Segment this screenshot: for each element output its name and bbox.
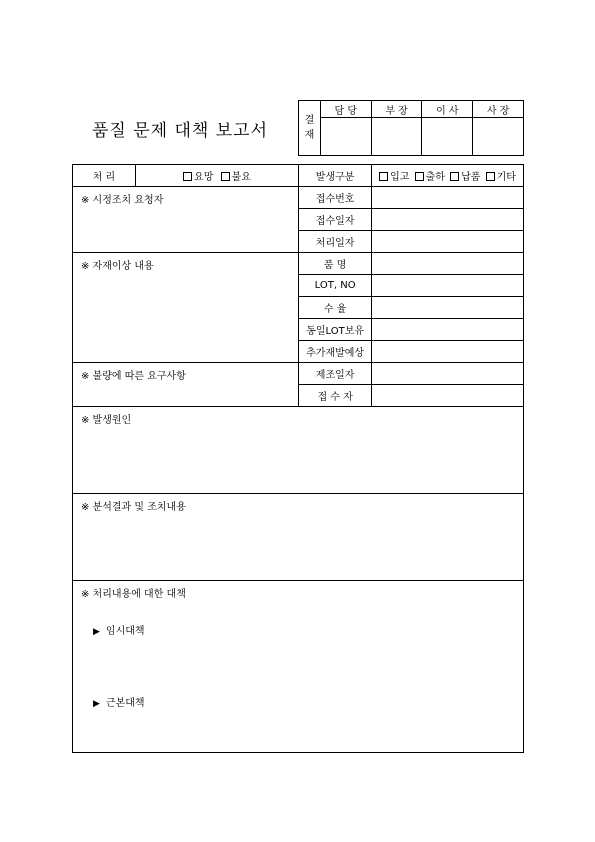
occurrence-delivery-label: 납품	[461, 172, 481, 183]
processing-date-field[interactable]	[372, 231, 524, 253]
approval-role-staff: 담 당	[320, 101, 371, 118]
processing-options	[135, 165, 298, 187]
item-name-label: 품 명	[299, 253, 372, 275]
approval-signature-staff[interactable]	[320, 118, 371, 156]
approval-role-manager: 부 장	[371, 101, 422, 118]
occurrence-options	[372, 165, 524, 187]
correction-requester-section[interactable]	[73, 187, 299, 253]
report-form	[72, 164, 524, 753]
receipt-date-field[interactable]	[372, 209, 524, 231]
temporary-measure-label: 임시대책	[105, 626, 145, 637]
correction-requester-heading: ※ 시정조치 요청자	[81, 195, 164, 206]
item-name-field[interactable]	[372, 253, 524, 275]
approval-label-2: 재	[304, 130, 315, 141]
approval-label-1: 결	[304, 115, 315, 126]
occurrence-shipping-label: 출하	[425, 172, 445, 183]
material-issue-section[interactable]	[73, 253, 299, 363]
occurrence-shipping-checkbox[interactable]	[415, 172, 424, 181]
cause-section[interactable]	[73, 407, 524, 494]
triangle-bullet-icon: ▶	[93, 699, 100, 709]
approval-signature-director[interactable]	[422, 118, 473, 156]
material-issue-heading: ※ 자재이상 내용	[81, 261, 154, 272]
processing-not-required-label: 불요	[231, 172, 251, 183]
manufacture-date-label: 제조일자	[299, 363, 372, 385]
occurrence-receiving-checkbox[interactable]	[379, 172, 388, 181]
receipt-date-label: 접수일자	[299, 209, 372, 231]
countermeasure-heading: ※ 처리내용에 대한 대책	[81, 589, 186, 600]
occurrence-other-checkbox[interactable]	[486, 172, 495, 181]
occurrence-label: 발생구분	[299, 165, 372, 187]
manufacture-date-field[interactable]	[372, 363, 524, 385]
processing-required-checkbox[interactable]	[183, 172, 192, 181]
requirements-heading: ※ 불량에 따른 요구사항	[81, 371, 186, 382]
approval-signature-president[interactable]	[473, 118, 524, 156]
analysis-section[interactable]	[73, 494, 524, 581]
lot-no-label: LOT, NO	[299, 275, 372, 297]
processing-date-label: 처리일자	[299, 231, 372, 253]
same-lot-label: 동일LOT보유	[299, 319, 372, 341]
analysis-heading: ※ 분석결과 및 조치내용	[81, 502, 186, 513]
requirements-section[interactable]	[73, 363, 299, 407]
lot-no-field[interactable]	[372, 275, 524, 297]
processing-label: 처 리	[73, 165, 136, 187]
approval-role-director: 이 사	[422, 101, 473, 118]
quantity-field[interactable]	[372, 297, 524, 319]
approval-label	[299, 101, 321, 156]
fundamental-measure-label: 근본대책	[105, 698, 145, 709]
same-lot-field[interactable]	[372, 319, 524, 341]
page-title: 품질 문제 대책 보고서	[92, 121, 269, 141]
recurrence-field[interactable]	[372, 341, 524, 363]
quantity-label: 수 율	[299, 297, 372, 319]
cause-heading: ※ 발생원인	[81, 415, 132, 426]
fundamental-measure	[93, 694, 523, 709]
occurrence-receiving-label: 입고	[390, 172, 410, 183]
processing-not-required-checkbox[interactable]	[221, 172, 230, 181]
receiver-field[interactable]	[372, 385, 524, 407]
receiver-label: 접 수 자	[299, 385, 372, 407]
approval-table	[298, 100, 524, 156]
recurrence-label: 추가재발예상	[299, 341, 372, 363]
triangle-bullet-icon: ▶	[93, 627, 100, 637]
approval-signature-manager[interactable]	[371, 118, 422, 156]
occurrence-delivery-checkbox[interactable]	[450, 172, 459, 181]
countermeasure-section[interactable]	[73, 581, 524, 753]
occurrence-other-label: 기타	[496, 172, 516, 183]
receipt-no-label: 접수번호	[299, 187, 372, 209]
temporary-measure	[93, 622, 523, 637]
processing-required-label: 요망	[194, 172, 214, 183]
approval-role-president: 사 장	[473, 101, 524, 118]
receipt-no-field[interactable]	[372, 187, 524, 209]
